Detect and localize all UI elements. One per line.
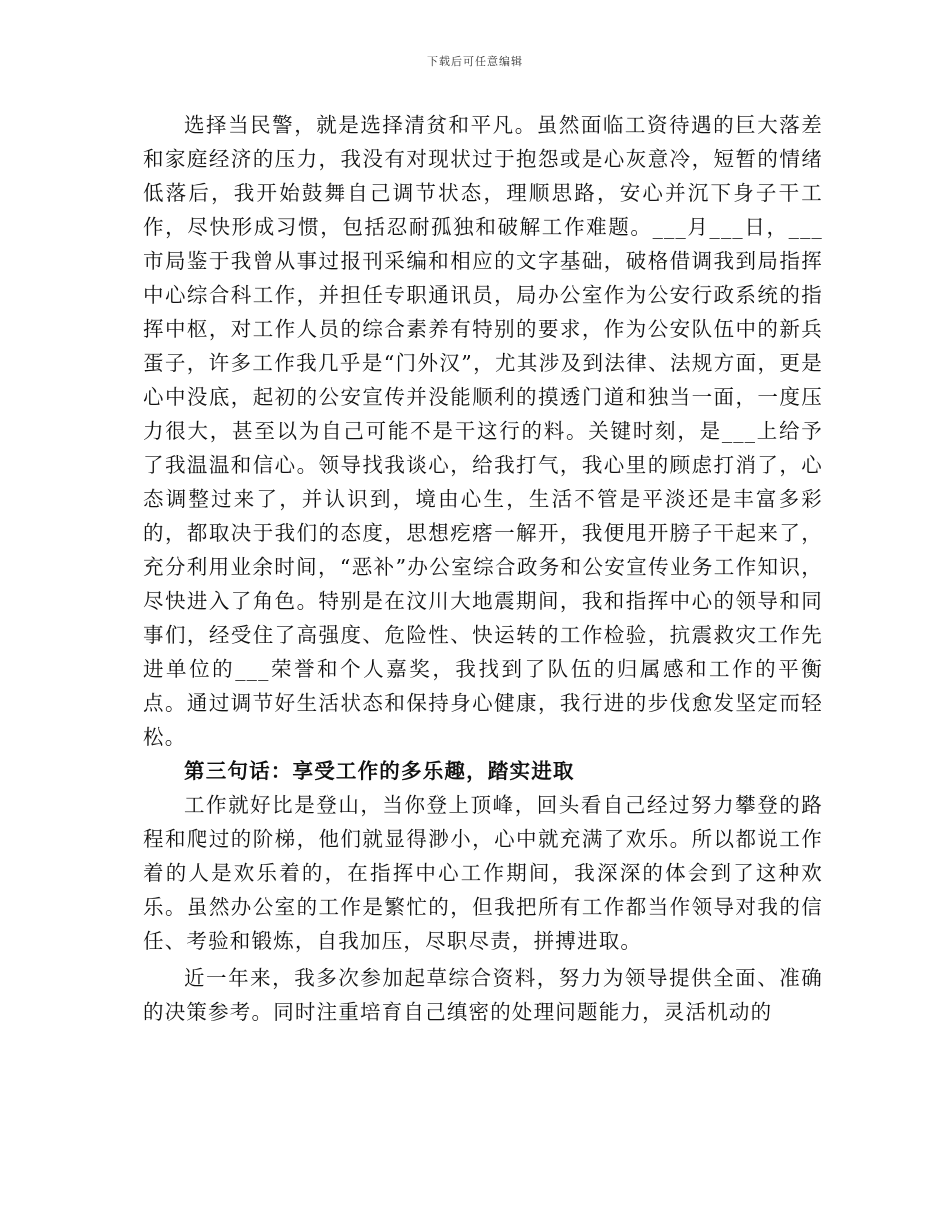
page-header: 下载后可任意编辑 [427,55,523,68]
paragraph-1: 选择当民警，就是选择清贫和平凡。虽然面临工资待遇的巨大落差和家庭经济的压力，我没有对现状过于抱怨或是心灰意冷，短暂的情绪低落后，我开始鼓舞自己调节状态，理顺思路，安心并沉下身子干工作，尽快形成习惯，包括忍耐孤独和破解工作难题。___月___日，___市局鉴于我曾从事过报刊采编和相应的文字基础，破格借调我到局指挥中心综合科工作，并担任专职通讯员，局办公室作为公安行政系统的指挥中枢，对工作人员的综合素养有特别的要求，作为公安队伍中的新兵蛋子，许多工作我几乎是“门外汉”，尤其涉及到法律、法规方面，更是心中没底，起初的公安宣传并没能顺利的摸透门道和独当一面，一度压力很大，甚至以为自己可能不是干这行的料。关键时刻，是___上给予了我温温和信心。领导找我谈心，给我打气，我心里的顾虑打消了，心态调整过来了，并认识到，境由心生，生活不管是平淡还是丰富多彩的，都取决于我们的态度，思想疙瘩一解开，我便甩开膀子干起来了，充分利用业余时间，“恶补”办公室综合政务和公安宣传业务工作知识，尽快进入了角色。特别是在汶川大地震期间，我和指挥中心的领导和同事们，经受住了高强度、危险性、快运转的工作检验，抗震救灾工作先进单位的___荣誉和个人嘉奖，我找到了队伍的归属感和工作的平衡点。通过调节好生活状态和保持身心健康，我行进的步伐愈发坚定而轻松。 [143,113,823,749]
section-heading: 第三句话：享受工作的多乐趣，踏实进取 [184,759,575,783]
paragraph-2: 工作就好比是登山，当你登上顶峰，回头看自己经过努力攀登的路程和爬过的阶梯，他们就显得渺小，心中就充满了欢乐。所以都说工作着的人是欢乐着的，在指挥中心工作期间，我深深的体会到了这种欢乐。虽然办公室的工作是繁忙的，但我把所有工作都当作领导对我的信任、考验和锻炼，自我加压，尽职尽责，拼搏进取。 [143,793,823,953]
paragraph-3: 近一年来，我多次参加起草综合资料，努力为领导提供全面、准确的决策参考。同时注重培育自己缜密的处理问题能力，灵活机动的 [143,966,823,1024]
document-body [143,108,823,1029]
